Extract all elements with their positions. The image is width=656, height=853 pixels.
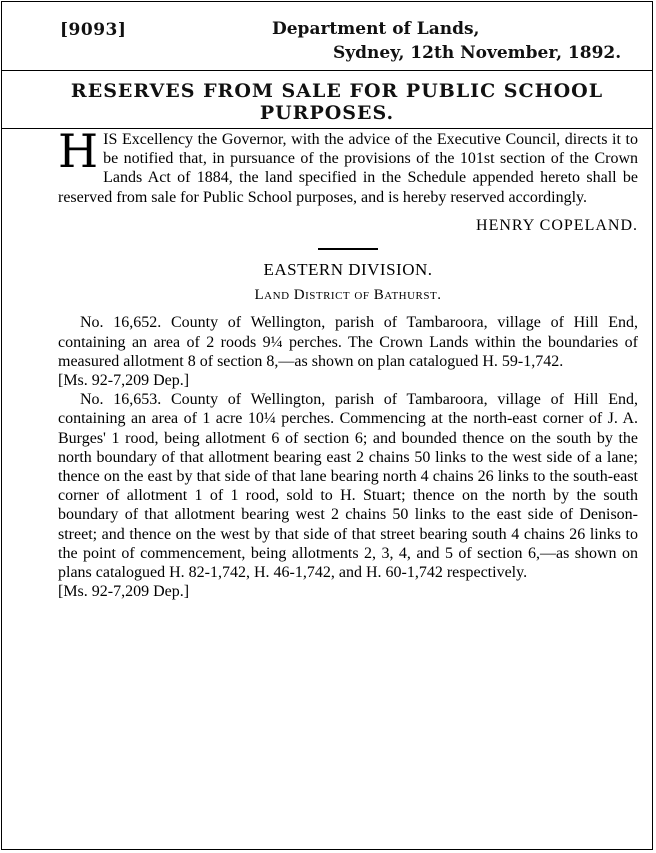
- schedule-entry: No. 16,652. County of Wellington, parish of Tambaroora, village of Hill End, containing an area of 2 roods 9¼ perches. The Crown Lands within the boundaries of measured allotment 8 of section 8,—as shown on plan catalogued H. 59-1,742.: [58, 314, 638, 370]
- land-district-heading: Land District of Bathurst.: [254, 287, 442, 304]
- divider-rule: [318, 248, 378, 250]
- intro-paragraph: [58, 124, 638, 207]
- notice-header: [2, 2, 652, 71]
- title-line-1: RESERVES FROM SALE FOR PUBLIC SCHOOL: [70, 80, 604, 102]
- division-heading: EASTERN DIVISION.: [263, 260, 433, 280]
- schedule-entry: No. 16,653. County of Wellington, parish of Tambaroora, village of Hill End, containing an area of 1 acre 10¼ perches. Commencing at the north-east corner of J. A. Burges' 1 rood, being allotment 6 of section 6; and bounded thence on the south by the north boundary of that allotment bearing east 2 chains 50 links to the west side of a lane; thence on the east by that side of that lane bearing north 4 chains 26 links to the south-east corner of allotment 1 of 1 rood, sold to H. Stuart; thence on the north by the south boundary of that allotment bearing west 2 chains 50 links to the east side of Denison-street; and thence on the west by that side of that street bearing south 4 chains 26 links to the point of commencement, being allotments 2, 3, 4, and 5 of section 6,—as shown on plans catalogued H. 82-1,742, H. 46-1,742, and H. 60-1,742 respectively.: [58, 391, 638, 582]
- intro-text: IS Excellency the Governor, with the advice of the Executive Council, directs it to be notified that, in pursuance of the provisions of the 101st section of the Crown Lands Act of 1884, the land specified in the Schedule appended hereto shall be reserved from sale for Public School purposes, and is hereby reserved accordingly.: [58, 131, 638, 206]
- entry-reference: [Ms. 92-7,209 Dep.]: [58, 583, 190, 601]
- signature: HENRY COPELAND.: [476, 216, 638, 234]
- department-name: Department of Lands,: [272, 19, 480, 39]
- dateline: Sydney, 12th November, 1892.: [333, 43, 622, 63]
- drop-cap: H: [58, 124, 99, 178]
- entry-reference: [Ms. 92-7,209 Dep.]: [58, 372, 190, 390]
- notice-title: [2, 71, 652, 129]
- title-line-2: PURPOSES.: [259, 102, 395, 124]
- notice-number: [9093]: [60, 20, 127, 40]
- notice-body: [58, 124, 638, 601]
